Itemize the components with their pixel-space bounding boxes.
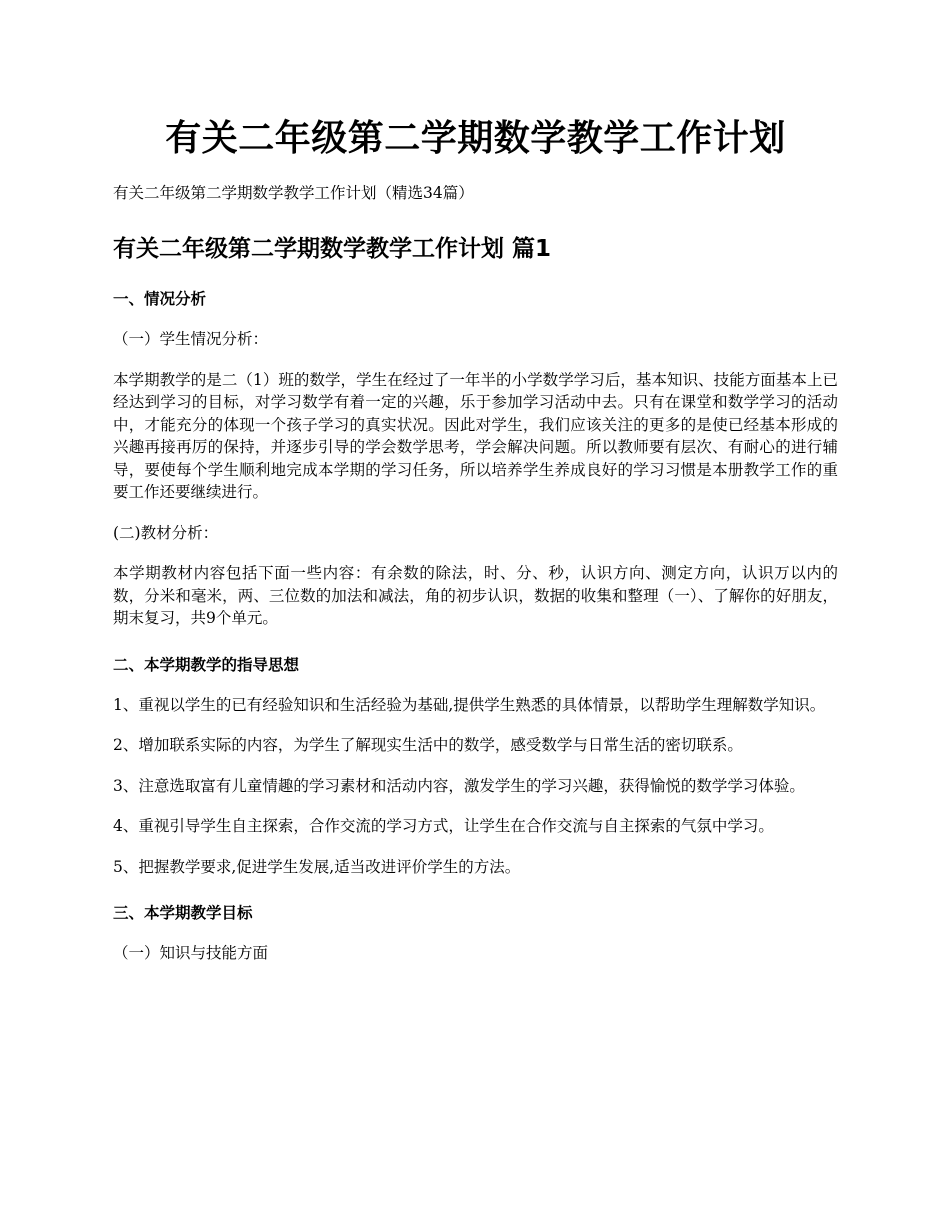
- paragraph-student-analysis: 本学期教学的是二（1）班的数学，学生在经过了一年半的小学数学学习后，基本知识、技能方面基本上已经达到学习的目标，对学习数学有着一定的兴趣，乐于参加学习活动中去。只有在课堂和数学学习的活动中，才能充分的体现一个孩子学习的真实状况。因此对学生，我们应该关注的更多的是使已经基本形成的兴趣再接再厉的保持，并逐步引导的学会数学思考，学会解决问题。所以教师要有层次、有耐心的进行辅导，要使每个学生顺利地完成本学期的学习任务，所以培养学生养成良好的学习习惯是本册教学工作的重要工作还要继续进行。: [113, 370, 838, 501]
- heading-situation-analysis: 一、情况分析: [113, 290, 207, 308]
- paragraph-textbook-analysis: 本学期教材内容包括下面一些内容：有余数的除法，时、分、秒，认识方向、测定方向，认识万以内的数，分米和毫米，两、三位数的加法和减法，角的初步认识，数据的收集和整理（一）、了解你的好朋友，期末复习，共9个单元。: [113, 564, 838, 627]
- subheading-student-analysis: （一）学生情况分析：: [113, 330, 269, 348]
- list-item-guideline-5: 5、把握教学要求,促进学生发展,适当改进评价学生的方法。: [113, 857, 521, 876]
- list-item-guideline-1: 1、重视以学生的已有经验知识和生活经验为基础,提供学生熟悉的具体情景，以帮助学生理解数学知识。: [113, 695, 826, 714]
- heading-guiding-ideology: 二、本学期教学的指导思想: [113, 655, 300, 674]
- heading-teaching-goals: 三、本学期教学目标: [113, 904, 253, 922]
- section-heading: 有关二年级第二学期数学教学工作计划 篇1: [113, 236, 552, 262]
- subheading-textbook-analysis: (二)教材分析：: [113, 523, 219, 542]
- list-item-guideline-2: 2、增加联系实际的内容，为学生了解现实生活中的数学，感受数学与日常生活的密切联系。: [113, 736, 743, 754]
- subheading-knowledge-skills: （一）知识与技能方面: [113, 944, 269, 962]
- document-title: 有关二年级第二学期数学教学工作计划: [165, 118, 786, 159]
- list-item-guideline-3: 3、注意选取富有儿童情趣的学习素材和活动内容，激发学生的学习兴趣，获得愉悦的数学学习体验。: [113, 776, 805, 795]
- document-subtitle: 有关二年级第二学期数学教学工作计划（精选34篇）: [113, 184, 474, 202]
- list-item-guideline-4: 4、重视引导学生自主探索，合作交流的学习方式，让学生在合作交流与自主探索的气氛中学习。: [113, 817, 774, 835]
